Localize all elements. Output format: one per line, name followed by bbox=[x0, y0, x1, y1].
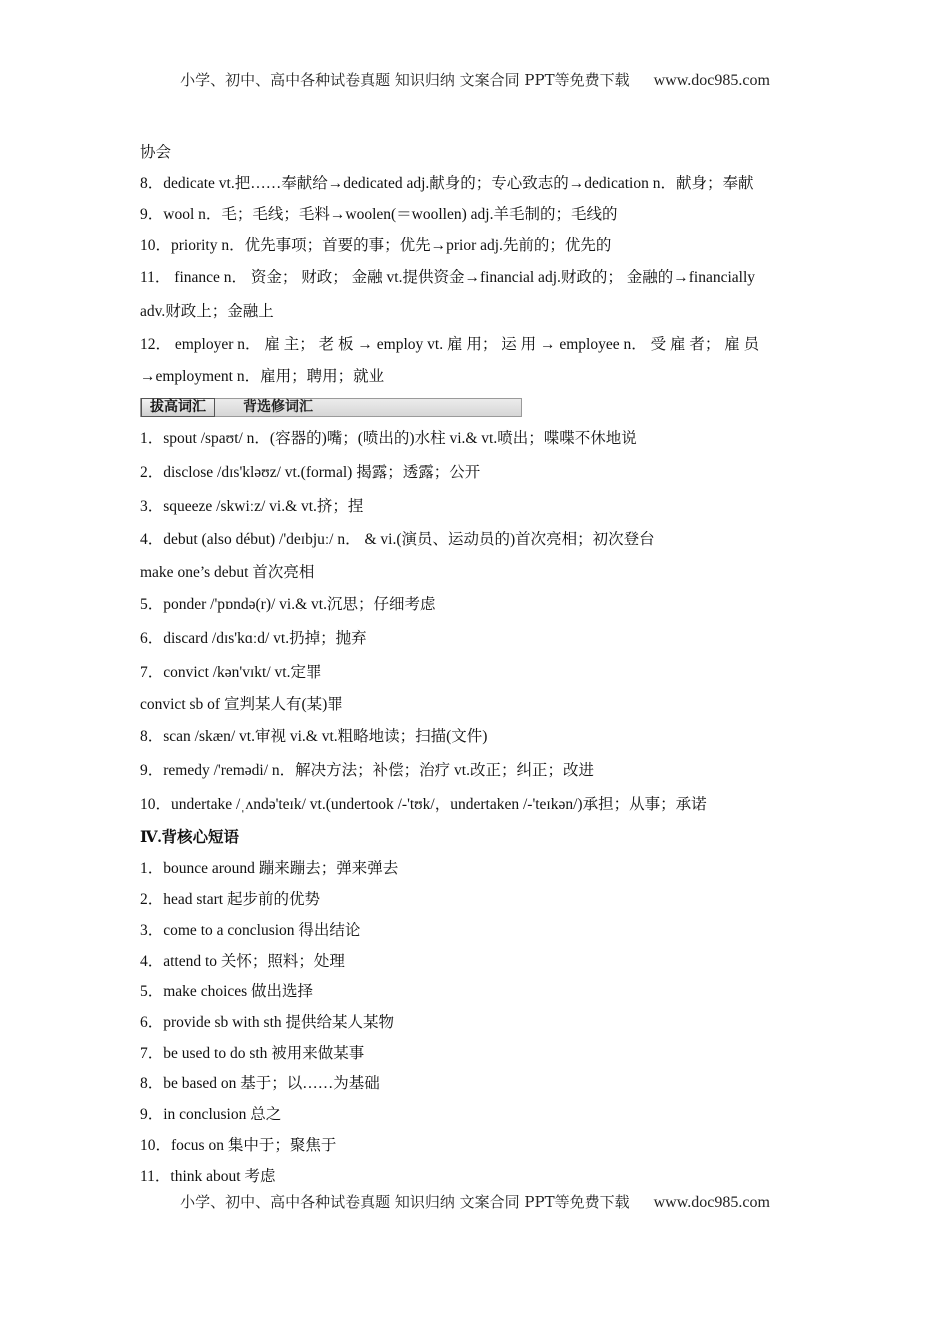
section-tag: 拔高词汇 bbox=[141, 398, 215, 417]
section-heading: Ⅳ.背核心短语 bbox=[140, 829, 239, 846]
footer-site: www.doc985.com bbox=[653, 1194, 770, 1211]
advanced-vocab-item: 8．scan /skæn/ vt.审视 vi.& vt.粗略地读；扫描(文件) bbox=[140, 728, 488, 745]
header-site: www.doc985.com bbox=[653, 72, 770, 89]
advanced-vocab-item: 10．undertake /ˌʌndə'teɪk/ vt.(undertook /-'tʊk/，undertaken /-'teɪkən/)承担；从事；承诺 bbox=[140, 796, 707, 813]
phrase-item: 4．attend to 关怀；照料；处理 bbox=[140, 953, 345, 970]
vocab-item: 12． employer n． 雇 主； 老 板 → employ vt. 雇 用； 运 用 → employee n． 受 雇 者； 雇 员 bbox=[140, 336, 760, 353]
advanced-vocab-item: 1．spout /spaʊt/ n．(容器的)嘴；(喷出的)水柱 vi.& vt.喷出；喋喋不休地说 bbox=[140, 430, 637, 447]
section-bar bbox=[140, 398, 522, 417]
advanced-vocab-item: 5．ponder /'pɒndə(r)/ vi.& vt.沉思；仔细考虑 bbox=[140, 596, 436, 613]
advanced-vocab-item: 7．convict /kən'vɪkt/ vt.定罪 bbox=[140, 664, 322, 681]
vocab-item: 9．wool n．毛；毛线；毛料→woolen(＝woollen) adj.羊毛制的；毛线的 bbox=[140, 206, 618, 223]
phrase-example: make one’s debut 首次亮相 bbox=[140, 564, 315, 581]
phrase-item: 7．be used to do sth 被用来做某事 bbox=[140, 1045, 365, 1062]
advanced-vocab-item: 6．discard /dɪs'kɑːd/ vt.扔掉；抛弃 bbox=[140, 630, 367, 647]
vocab-item: 10．priority n．优先事项；首要的事；优先→prior adj.先前的；优先的 bbox=[140, 237, 612, 254]
phrase-item: 1．bounce around 蹦来蹦去；弹来弹去 bbox=[140, 860, 399, 877]
phrase-example: convict sb of 宣判某人有(某)罪 bbox=[140, 696, 343, 713]
vocab-item: 11． finance n． 资金； 财政； 金融 vt.提供资金→financial adj.财政的； 金融的→financially bbox=[140, 269, 756, 286]
advanced-vocab-item: 4．debut (also début) /'deɪbjuː/ n． & vi.(演员、运动员的)首次亮相；初次登台 bbox=[140, 531, 655, 548]
advanced-vocab-item: 9．remedy /'remədi/ n．解决方法；补偿；治疗 vt.改正；纠正；改进 bbox=[140, 762, 594, 779]
phrase-item: 10．focus on 集中于；聚焦于 bbox=[140, 1137, 337, 1154]
phrase-item: 11．think about 考虑 bbox=[140, 1168, 276, 1185]
footer-text: 小学、初中、高中各种试卷真题 知识归纳 文案合同 PPT等免费下载 bbox=[180, 1193, 630, 1211]
phrase-item: 3．come to a conclusion 得出结论 bbox=[140, 922, 361, 939]
vocab-item: 8．dedicate vt.把……奉献给→dedicated adj.献身的；专心致志的→dedication n．献身；奉献 bbox=[140, 175, 754, 192]
section-subtitle: 背选修词汇 bbox=[243, 399, 313, 415]
advanced-vocab-item: 3．squeeze /skwiːz/ vi.& vt.挤；捏 bbox=[140, 498, 364, 515]
phrase-item: 5．make choices 做出选择 bbox=[140, 983, 314, 1000]
header-text: 小学、初中、高中各种试卷真题 知识归纳 文案合同 PPT等免费下载 bbox=[180, 71, 630, 89]
phrase-item: 9．in conclusion 总之 bbox=[140, 1106, 282, 1123]
phrase-item: 2．head start 起步前的优势 bbox=[140, 891, 320, 908]
vocab-item-continued: →employment n．雇用；聘用；就业 bbox=[140, 368, 385, 385]
phrase-item: 8．be based on 基于；以……为基础 bbox=[140, 1075, 380, 1092]
page-footer bbox=[0, 1191, 950, 1212]
text-line: 协会 bbox=[140, 144, 172, 161]
page-header bbox=[0, 69, 950, 90]
advanced-vocab-item: 2．disclose /dɪs'kləʊz/ vt.(formal) 揭露；透露；公开 bbox=[140, 464, 481, 481]
phrase-item: 6．provide sb with sth 提供给某人某物 bbox=[140, 1014, 395, 1031]
vocab-item-continued: adv.财政上；金融上 bbox=[140, 303, 274, 320]
